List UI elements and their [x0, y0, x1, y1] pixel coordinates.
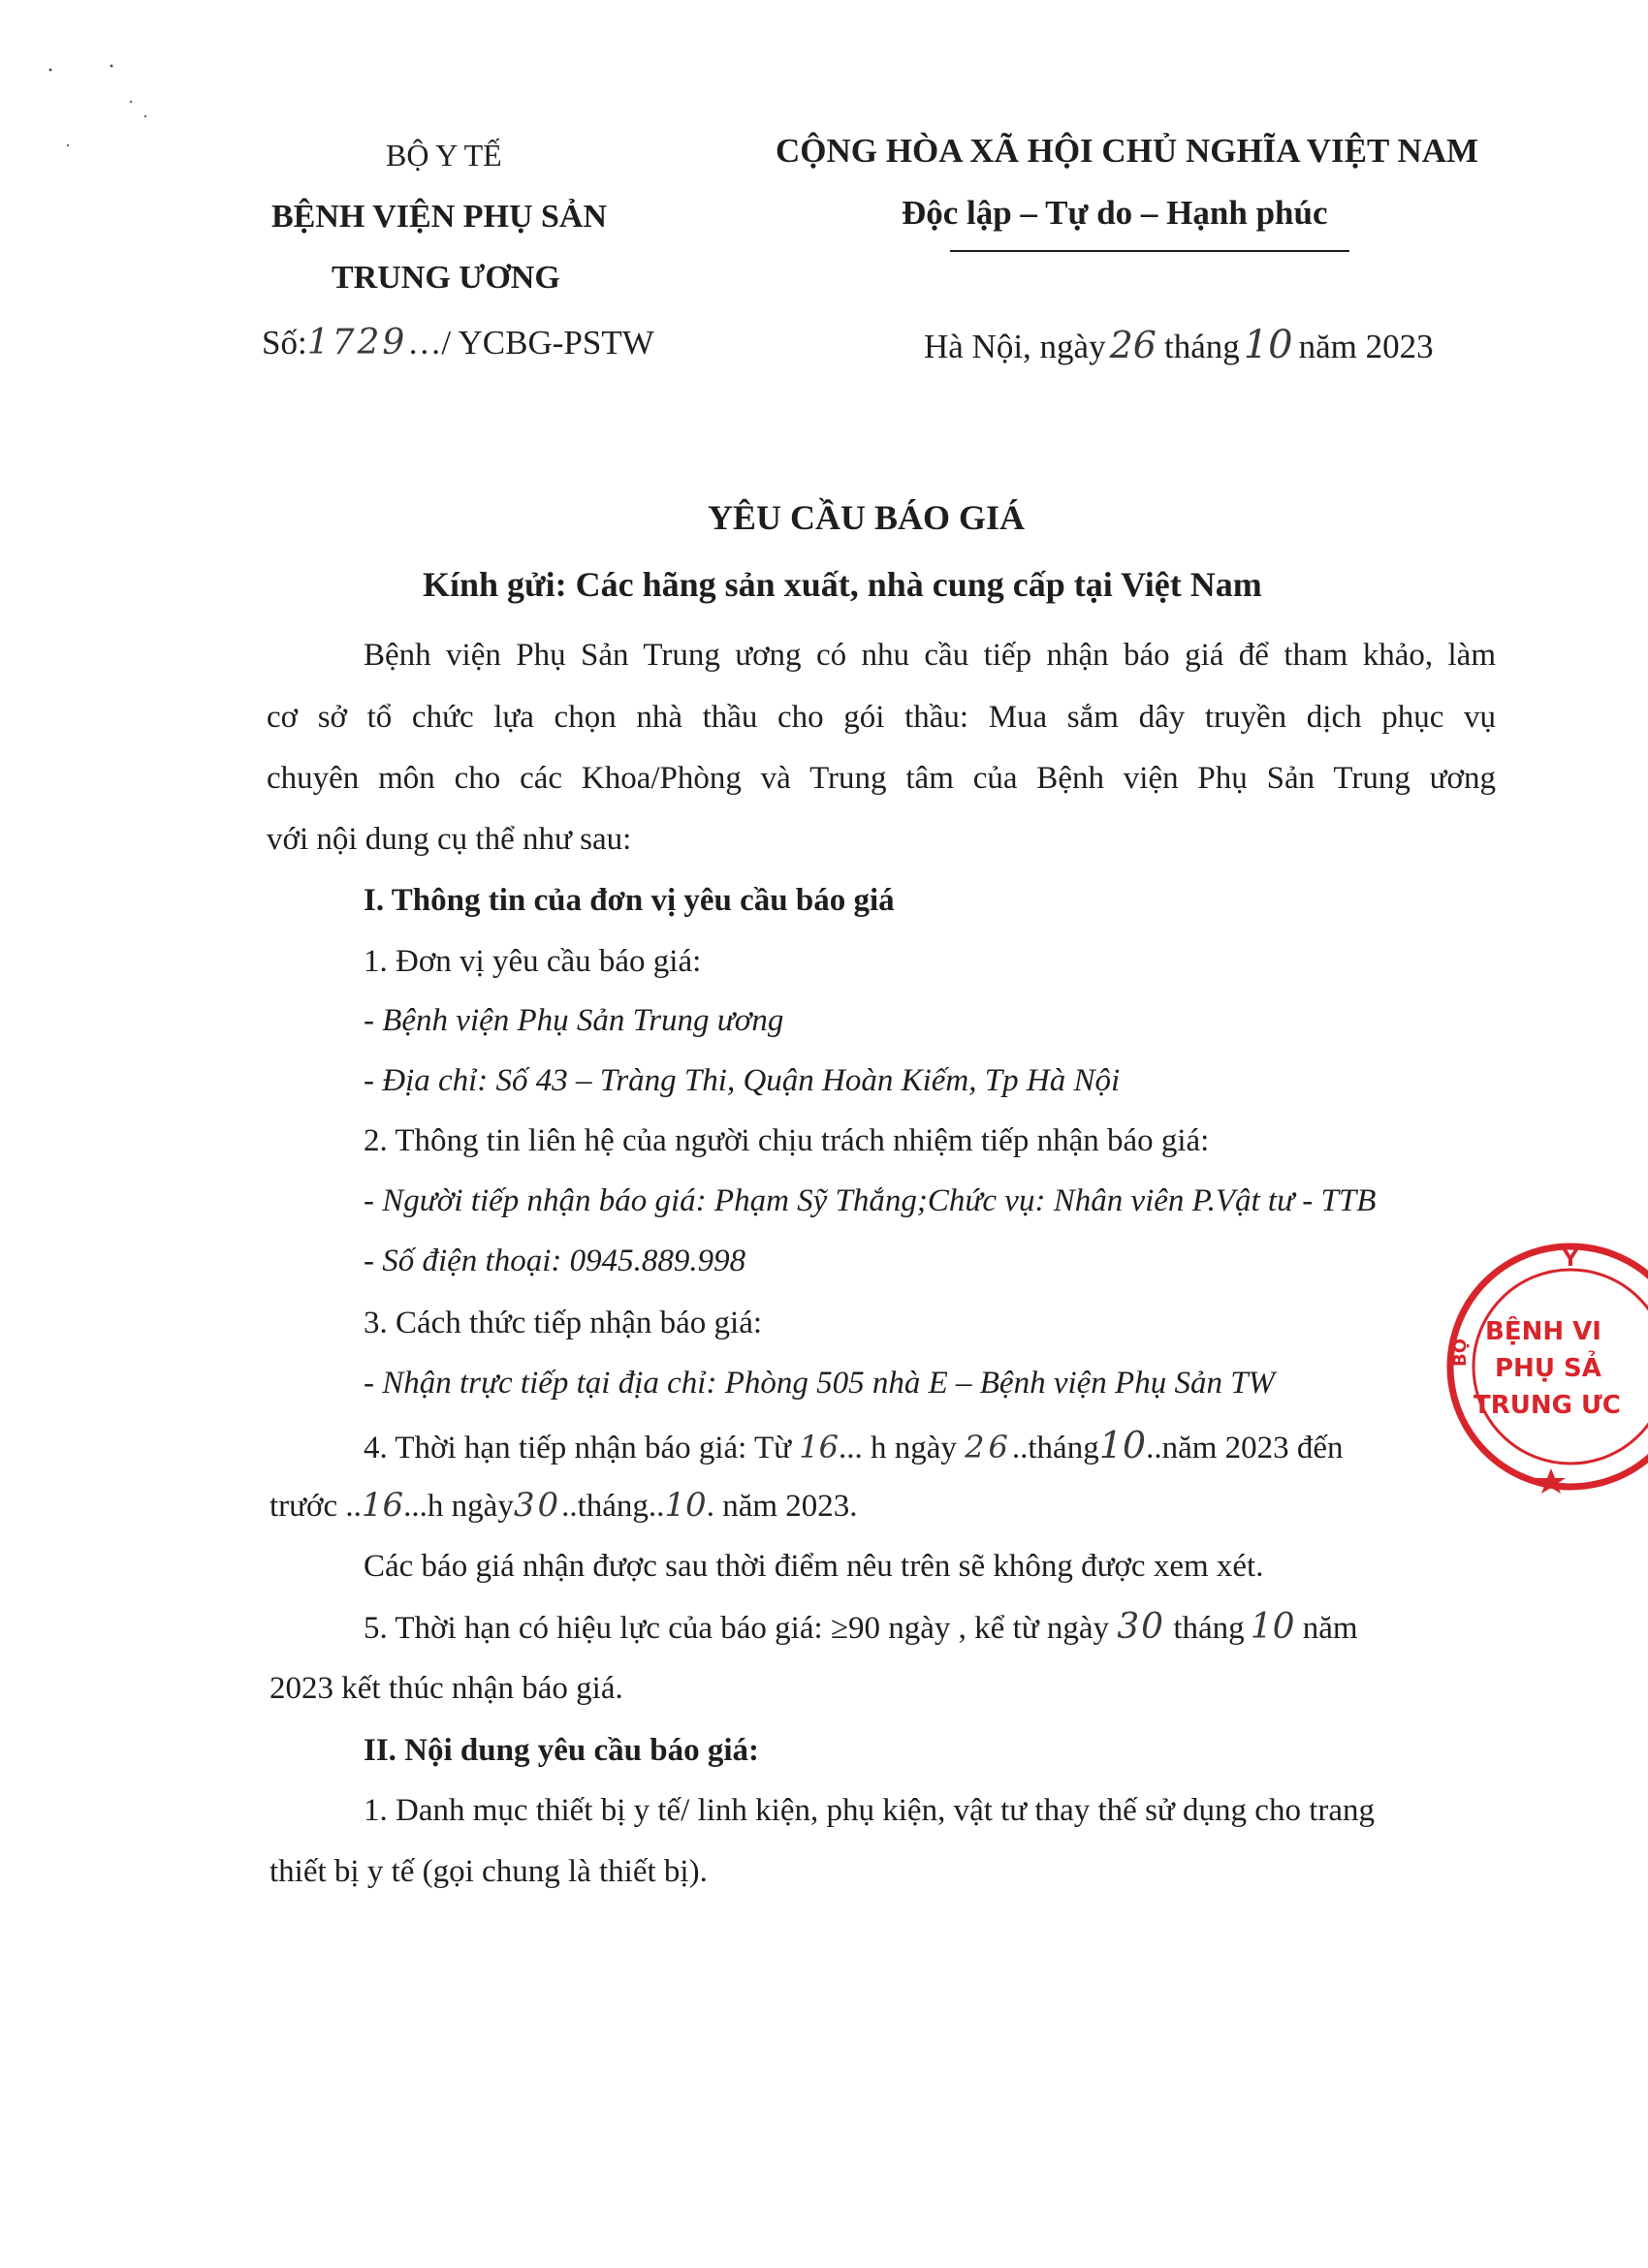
intro-line-4: với nội dung cụ thể như sau: [267, 822, 632, 857]
late-submission-note: Các báo giá nhận được sau thời điểm nêu trên sẽ không được xem xét. [364, 1549, 1264, 1584]
official-stamp [1425, 1231, 1648, 1502]
intro-line-3: chuyên môn cho các Khoa/Phòng và Trung tâm của Bệnh viện Phụ Sản Trung ương [267, 761, 1496, 796]
section-1-item-1: 1. Đơn vị yêu cầu báo giá: [364, 944, 702, 979]
receipt-from-hour: 16 [799, 1429, 840, 1465]
section-1-item-2-contact-person: - Người tiếp nhận báo giá: Phạm Sỹ Thắng;Chức vụ: Nhân viên P.Vật tư - TTB [364, 1183, 1377, 1218]
section-1-item-1-hospital: - Bệnh viện Phụ Sản Trung ương [364, 1003, 784, 1038]
section-1-heading: I. Thông tin của đơn vị yêu cầu báo giá [364, 883, 895, 918]
section-2-heading: II. Nội dung yêu cầu báo giá: [364, 1733, 760, 1768]
receipt-from-month-label: ..tháng [1011, 1431, 1099, 1465]
section-1-item-2-phone: - Số điện thoại: 0945.889.998 [364, 1244, 746, 1278]
stamp-graphic [1425, 1231, 1648, 1502]
stamp-side-letters: BỘ [1450, 1338, 1471, 1367]
validity-year-label: năm [1302, 1611, 1358, 1646]
issue-date-month: 10 [1243, 323, 1293, 367]
issue-date-year: năm 2023 [1298, 328, 1434, 365]
organization-name-line1: BỆNH VIỆN PHỤ SẢN [271, 199, 608, 235]
issue-date-day: 26 [1109, 324, 1157, 366]
receipt-from-month: 10 [1098, 1424, 1147, 1466]
document-number-suffix: …/ YCBG-PSTW [407, 324, 654, 362]
country-name: CỘNG HÒA XÃ HỘI CHỦ NGHĨA VIỆT NAM [776, 132, 1479, 170]
receipt-to-month: 10 [664, 1486, 707, 1525]
receipt-from-day: 26 [965, 1429, 1012, 1465]
section-1-item-4-line-2 [269, 1473, 858, 1538]
document-number-handwritten: 1729 [306, 323, 408, 362]
section-1-item-4-line-1 [364, 1413, 1344, 1480]
receipt-to-month-label: ..tháng.. [561, 1489, 665, 1524]
receipt-from-year: ..năm 2023 đến [1146, 1431, 1344, 1465]
receipt-period-label: 4. Thời hạn tiếp nhận báo giá: Từ [364, 1431, 792, 1465]
issue-date-prefix: Hà Nội, ngày [924, 328, 1106, 365]
section-1-item-2: 2. Thông tin liên hệ của người chịu trách nhiệm tiếp nhận báo giá: [364, 1123, 1210, 1158]
stamp-line-2: PHỤ SẢ [1495, 1354, 1601, 1383]
section-1-item-5-line-2: 2023 kết thúc nhận báo giá. [269, 1671, 623, 1706]
intro-line-1: Bệnh viện Phụ Sản Trung ương có nhu cầu tiếp nhận báo giá để tham khảo, làm [364, 638, 1496, 673]
receipt-until-label: trước .. [269, 1489, 362, 1524]
stamp-line-3: TRUNG ƯC [1474, 1391, 1621, 1420]
section-1-item-3: 3. Cách thức tiếp nhận báo giá: [364, 1306, 763, 1340]
validity-period-label: 5. Thời hạn có hiệu lực của báo giá: ≥90 ngày , kể từ ngày [364, 1611, 1110, 1646]
validity-start-month: 10 [1250, 1607, 1295, 1647]
document-number-prefix: Số: [262, 324, 307, 362]
section-1-item-1-address: - Địa chỉ: Số 43 – Tràng Thi, Quận Hoàn Kiếm, Tp Hà Nội [364, 1063, 1121, 1098]
intro-line-2: cơ sở tổ chức lựa chọn nhà thầu cho gói thầu: Mua sắm dây truyền dịch phục vụ [267, 700, 1496, 735]
receipt-from-hour-unit: ... h ngày [839, 1431, 957, 1465]
stamp-line-1: BỆNH VI [1485, 1317, 1601, 1346]
ministry-name: BỘ Y TẾ [386, 138, 502, 173]
national-motto: Độc lập – Tự do – Hạnh phúc [902, 194, 1328, 232]
motto-underline [950, 250, 1349, 252]
scan-noise-specks [39, 58, 174, 165]
receipt-to-hour: 16 [361, 1486, 404, 1525]
stamp-top-letter: Y [1563, 1247, 1578, 1272]
organization-name-line2: TRUNG ƯƠNG [332, 260, 560, 296]
section-1-item-5-line-1 [364, 1595, 1358, 1660]
receipt-to-hour-unit: ...h ngày [403, 1489, 514, 1524]
issue-date [924, 323, 1434, 367]
validity-start-day: 30 [1117, 1607, 1166, 1647]
document-title: YÊU CẦU BÁO GIÁ [708, 498, 1026, 537]
section-2-item-1-line-2: thiết bị y tế (gọi chung là thiết bị). [269, 1854, 708, 1889]
receipt-to-day: 30 [513, 1486, 562, 1525]
document-number [262, 323, 654, 362]
recipient-line: Kính gửi: Các hãng sản xuất, nhà cung cấp tại Việt Nam [423, 565, 1262, 604]
issue-date-month-label: tháng [1163, 328, 1240, 365]
section-2-item-1-line-1: 1. Danh mục thiết bị y tế/ linh kiện, phụ kiện, vật tư thay thế sử dụng cho trang [364, 1793, 1375, 1828]
receipt-to-year: . năm 2023. [706, 1489, 858, 1524]
section-1-item-3-location: - Nhận trực tiếp tại địa chỉ: Phòng 505 nhà E – Bệnh viện Phụ Sản TW [364, 1366, 1276, 1401]
validity-month-label: tháng [1173, 1611, 1245, 1646]
